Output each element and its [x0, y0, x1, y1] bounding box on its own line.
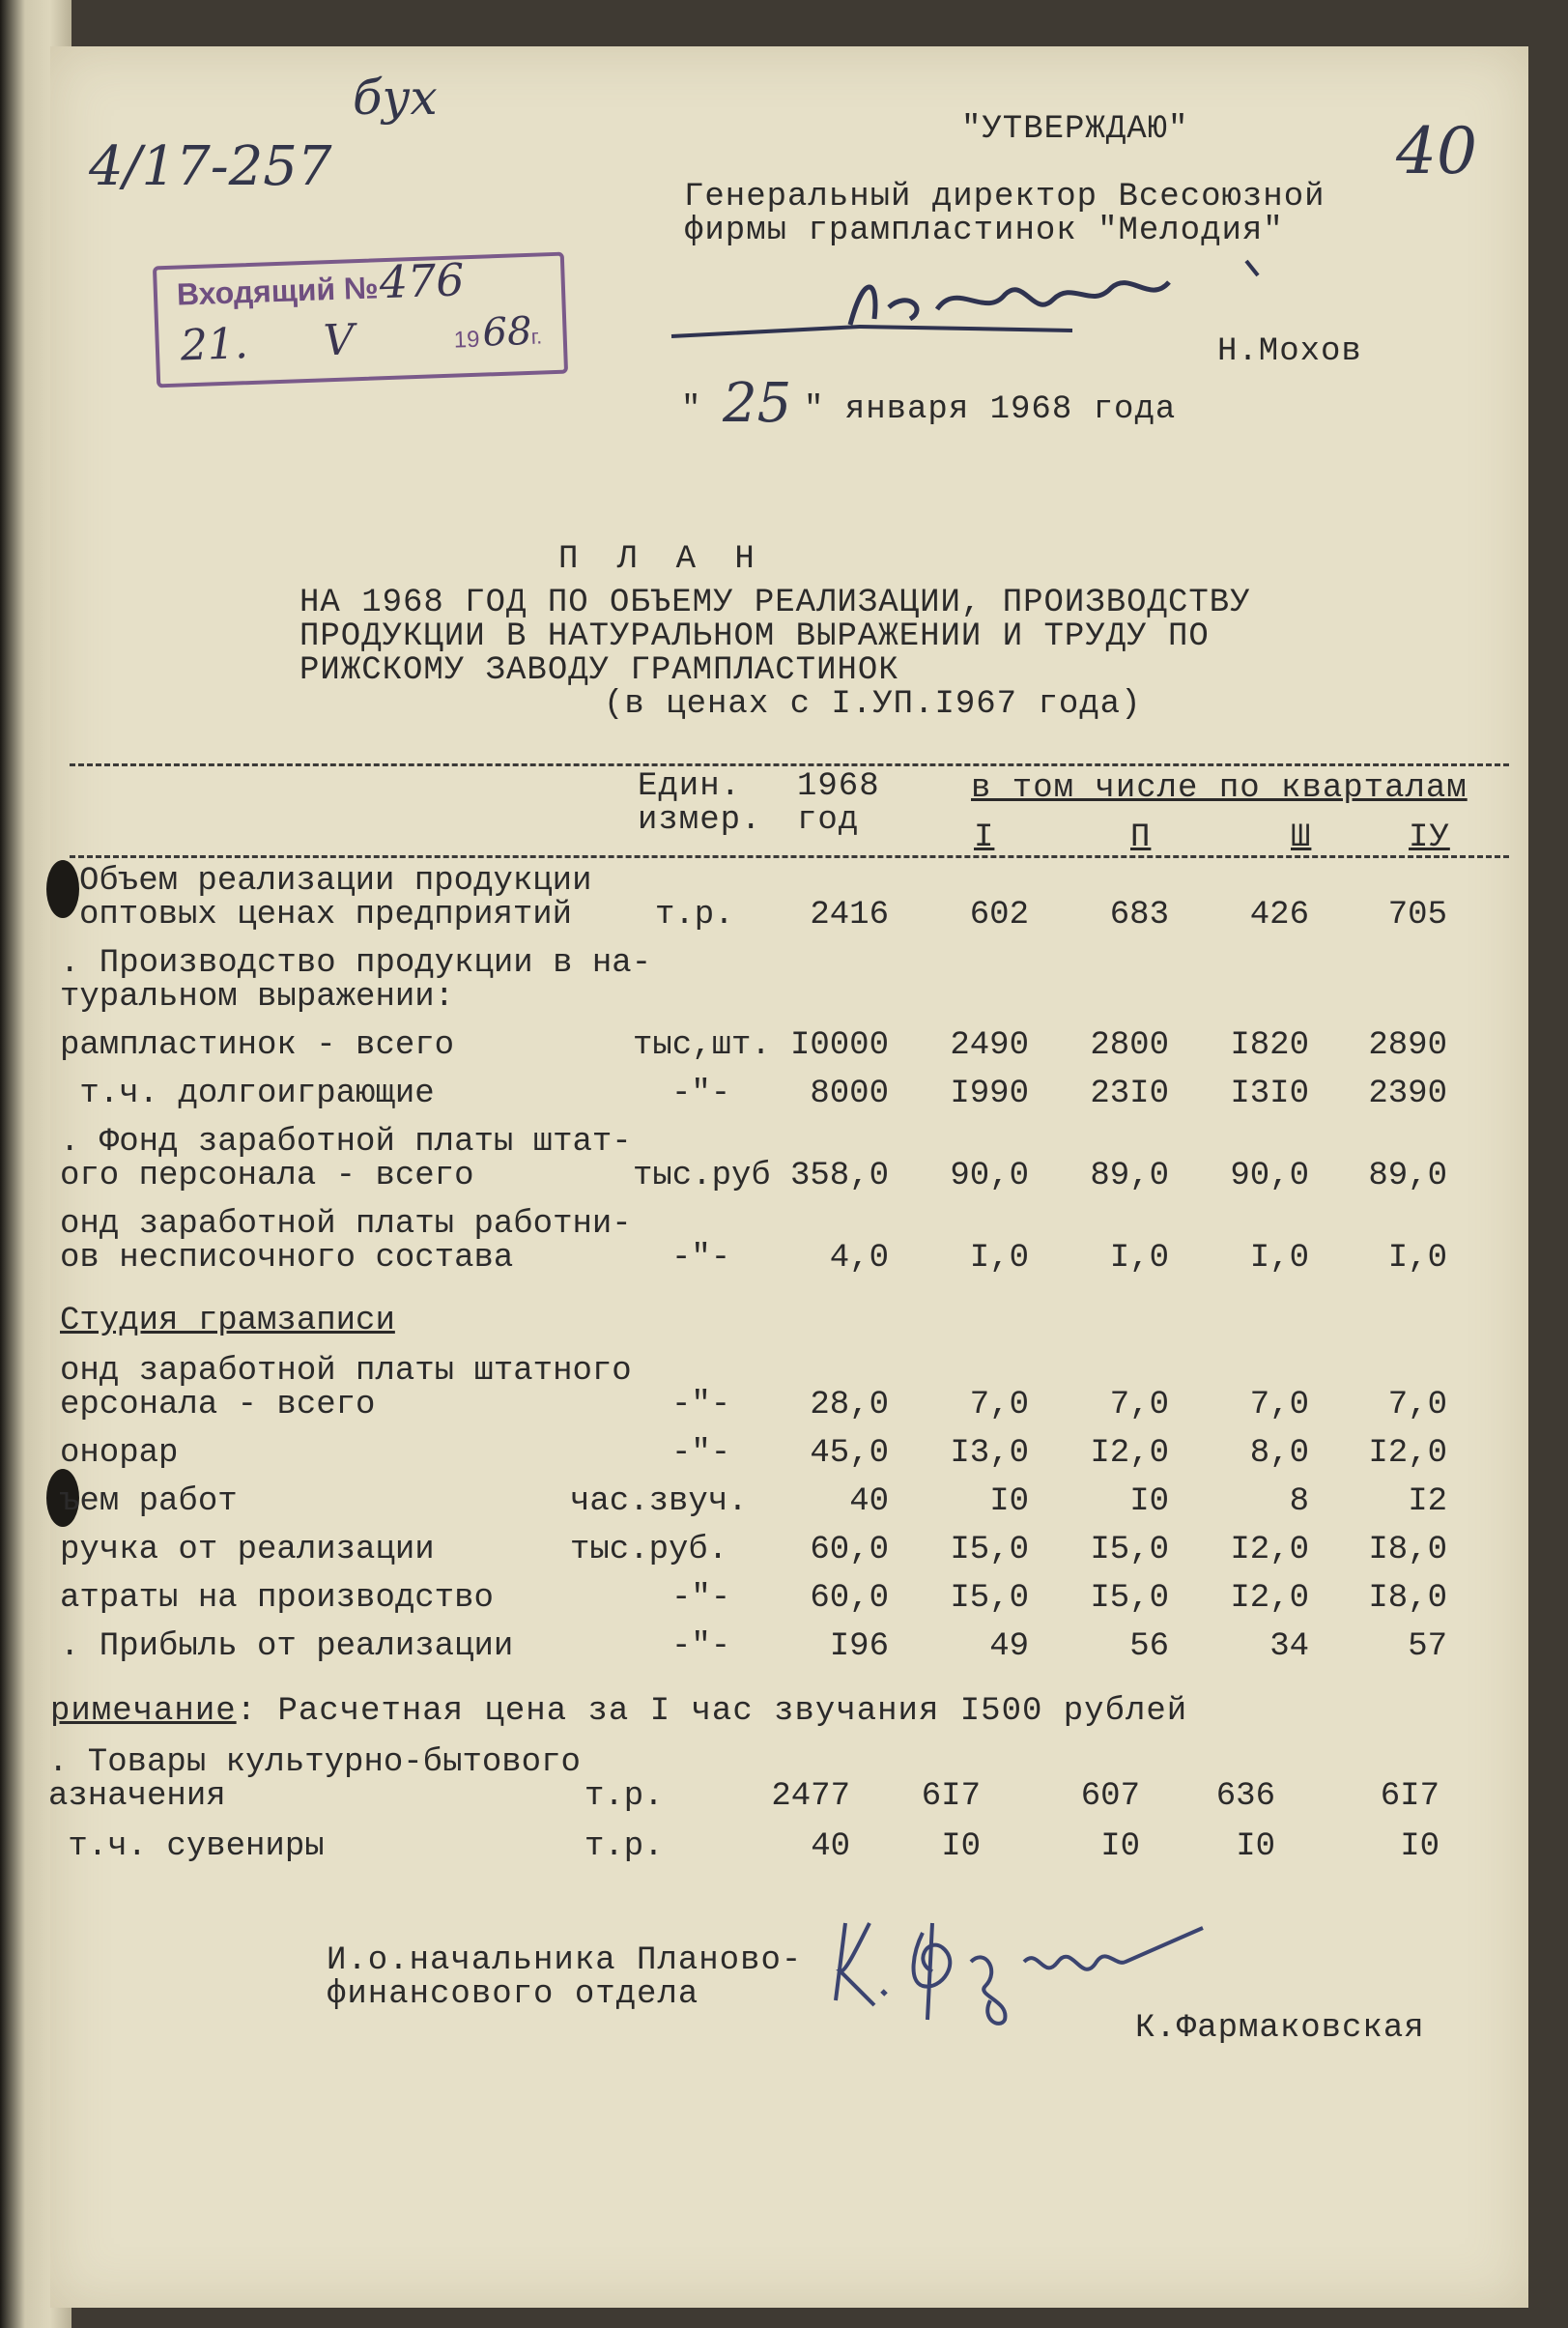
approval-line-1: Генеральный директор Всесоюзной [684, 179, 1326, 216]
cell-q1: 2490 [950, 1027, 1029, 1064]
table-row [0, 1435, 1568, 1474]
cell-q3: 8 [1289, 1483, 1309, 1520]
row-label: т.ч. сувениры [48, 1828, 325, 1865]
row-label: ов несписочного состава [60, 1240, 514, 1277]
cell-q1: I3,0 [950, 1435, 1029, 1472]
cell-q3: I820 [1230, 1027, 1309, 1064]
row-label: онорар [60, 1435, 179, 1472]
row-label: . Товары культурно-бытового [48, 1744, 581, 1781]
cell-q1: I0 [989, 1483, 1029, 1520]
table-row [0, 1828, 1568, 1867]
cell-year: 40 [849, 1483, 889, 1520]
stamp-month: V [322, 315, 356, 366]
stamp-number: 476 [378, 253, 466, 309]
cell-unit: т.р. [584, 1778, 664, 1815]
cell-q2: 23I0 [1090, 1076, 1169, 1112]
cell-year: 45,0 [810, 1435, 889, 1472]
header-unit-2: измер. [638, 802, 762, 839]
table-row [0, 1580, 1568, 1619]
table-row [0, 1027, 1568, 1066]
cell-year: 4,0 [829, 1240, 889, 1277]
table-row [0, 863, 1568, 902]
header-unit-1: Един. [638, 768, 742, 805]
cell-q2: I2,0 [1090, 1435, 1169, 1472]
cell-q4: 2390 [1368, 1076, 1447, 1112]
cell-q2: 56 [1129, 1628, 1169, 1665]
note-label: римечание [50, 1693, 237, 1730]
table-row [0, 1076, 1568, 1114]
cell-unit: -"- [671, 1435, 731, 1472]
cell-unit: -"- [671, 1628, 731, 1665]
table-header-rule [70, 855, 1509, 858]
header-quarters-label: в том числе по кварталам [971, 770, 1468, 807]
cell-q4: I,0 [1387, 1240, 1447, 1277]
row-label: онд заработной платы работни- [60, 1206, 632, 1243]
table-row [0, 1387, 1568, 1425]
cell-q4: I2 [1408, 1483, 1447, 1520]
cell-unit: -"- [671, 1076, 731, 1112]
table-row [0, 897, 1568, 935]
cell-q4: I8,0 [1368, 1580, 1447, 1617]
cell-q4: 57 [1408, 1628, 1447, 1665]
cell-unit: час.звуч. [570, 1483, 748, 1520]
table-row [0, 1628, 1568, 1667]
table-row [0, 1240, 1568, 1279]
approval-date-day: 25 [723, 372, 792, 435]
table-row [0, 1744, 1568, 1783]
cell-q2: 7,0 [1109, 1387, 1169, 1423]
cell-year: 2416 [810, 897, 889, 934]
cell-year: 60,0 [810, 1580, 889, 1617]
stamp-year-prefix: 19 [453, 326, 480, 354]
director-signature [667, 251, 1285, 358]
row-label: т.ч. долгоиграющие [60, 1076, 435, 1112]
stamp-year: 68 [481, 308, 533, 356]
header-q4: IУ [1409, 819, 1450, 856]
cell-year: 358,0 [789, 1158, 889, 1194]
cell-q1: 7,0 [969, 1387, 1029, 1423]
cell-year: I96 [829, 1628, 889, 1665]
cell-q2: I,0 [1109, 1240, 1169, 1277]
cell-q2: I0 [1100, 1828, 1140, 1865]
table-row [0, 1483, 1568, 1522]
table-row [0, 1124, 1568, 1163]
table-row [0, 979, 1568, 1018]
approval-date-open: " [681, 391, 702, 428]
cell-unit: -"- [671, 1387, 731, 1423]
cell-unit: -"- [671, 1580, 731, 1617]
approval-heading: "УТВЕРЖДАЮ" [961, 111, 1189, 148]
handwritten-reference: 4/17-257 [89, 135, 332, 198]
cell-q4: 7,0 [1387, 1387, 1447, 1423]
cell-q3: 90,0 [1230, 1158, 1309, 1194]
row-label: туральном выражении: [60, 979, 455, 1016]
cell-year: 8000 [810, 1076, 889, 1112]
department-head-signature [816, 1894, 1222, 2029]
cell-year: 40 [811, 1828, 850, 1865]
cell-q2: 2800 [1090, 1027, 1169, 1064]
stamp-suffix: г. [530, 324, 543, 349]
row-label: . Фонд заработной платы штат- [60, 1124, 632, 1161]
table-row [0, 1158, 1568, 1196]
header-q2: П [1130, 819, 1152, 856]
cell-year: 28,0 [810, 1387, 889, 1423]
cell-q4: I0 [1400, 1828, 1440, 1865]
table-row [0, 1303, 1568, 1341]
cell-q3: 34 [1269, 1628, 1309, 1665]
cell-year: I0000 [789, 1027, 889, 1064]
header-q3: Ш [1291, 819, 1312, 856]
plan-title: П Л А Н [558, 541, 764, 578]
row-label: рампластинок - всего [60, 1027, 455, 1064]
cell-unit: -"- [671, 1240, 731, 1277]
table-top-rule [70, 763, 1509, 766]
stamp-title: Входящий № [176, 270, 380, 312]
row-label: ъем работ [60, 1483, 238, 1520]
plan-subtitle-1: НА 1968 ГОД ПО ОБЪЕМУ РЕАЛИЗАЦИИ, ПРОИЗВОДСТВУ [299, 585, 1251, 621]
row-label: ручка от реализации [60, 1532, 435, 1568]
cell-unit: тыс.руб [633, 1158, 771, 1194]
header-q1: I [974, 819, 995, 856]
cell-unit: тыс.руб. [570, 1532, 728, 1568]
header-year-2: год [797, 802, 860, 839]
table-row [0, 1353, 1568, 1392]
table-row [0, 1532, 1568, 1570]
approval-line-2: фирмы грампластинок "Мелодия" [684, 213, 1284, 249]
row-label: . Прибыль от реализации [60, 1628, 514, 1665]
cell-q1: 6I7 [921, 1778, 981, 1815]
cell-unit: т.р. [655, 897, 734, 934]
cell-q4: 6I7 [1380, 1778, 1440, 1815]
cell-year: 60,0 [810, 1532, 889, 1568]
cell-q2: 607 [1080, 1778, 1140, 1815]
handwritten-dept: бух [353, 70, 438, 126]
cell-q4: I2,0 [1368, 1435, 1447, 1472]
cell-q3: I2,0 [1230, 1580, 1309, 1617]
plan-subtitle-3: РИЖСКОМУ ЗАВОДУ ГРАМПЛАСТИНОК [299, 652, 899, 689]
footer-name: К.Фармаковская [1135, 2010, 1425, 2047]
cell-q2: I5,0 [1090, 1532, 1169, 1568]
cell-q1: 49 [989, 1628, 1029, 1665]
cell-q3: I2,0 [1230, 1532, 1309, 1568]
cell-q4: 705 [1387, 897, 1447, 934]
plan-price-basis: (в ценах с I.УП.I967 года) [604, 686, 1142, 723]
row-label: Студия грамзаписи [60, 1303, 395, 1339]
handwritten-page-number: 40 [1396, 114, 1477, 188]
cell-q4: I8,0 [1368, 1532, 1447, 1568]
cell-q3: I3I0 [1230, 1076, 1309, 1112]
row-label: онд заработной платы штатного [60, 1353, 632, 1390]
row-label: Объем реализации продукции [79, 863, 592, 900]
cell-unit: тыс,шт. [633, 1027, 771, 1064]
note [50, 1693, 1187, 1730]
cell-q1: I5,0 [950, 1532, 1029, 1568]
cell-q3: I0 [1236, 1828, 1275, 1865]
approval-date-rest: " января 1968 года [804, 391, 1177, 428]
cell-q1: I990 [950, 1076, 1029, 1112]
cell-q1: 90,0 [950, 1158, 1029, 1194]
table-row [0, 945, 1568, 984]
note-text: : Расчетная цена за I час звучания I500 рублей [236, 1693, 1188, 1730]
cell-q1: 602 [969, 897, 1029, 934]
cell-unit: т.р. [584, 1828, 664, 1865]
header-year-1: 1968 [797, 768, 880, 805]
cell-q1: I5,0 [950, 1580, 1029, 1617]
incoming-stamp [153, 252, 568, 388]
cell-year: 2477 [771, 1778, 850, 1815]
row-label: ого персонала - всего [60, 1158, 474, 1194]
cell-q3: 7,0 [1249, 1387, 1309, 1423]
table-row [0, 1206, 1568, 1245]
row-label: ерсонала - всего [60, 1387, 376, 1423]
cell-q3: 636 [1215, 1778, 1275, 1815]
table-row [0, 1778, 1568, 1817]
cell-q2: I5,0 [1090, 1580, 1169, 1617]
footer-role-1: И.о.начальника Планово- [327, 1942, 803, 1979]
cell-q3: 426 [1249, 897, 1309, 934]
cell-q3: I,0 [1249, 1240, 1309, 1277]
cell-q2: 89,0 [1090, 1158, 1169, 1194]
row-label: . Производство продукции в на- [60, 945, 652, 982]
stamp-day: 21. [179, 319, 249, 371]
plan-subtitle-2: ПРОДУКЦИИ В НАТУРАЛЬНОМ ВЫРАЖЕНИИ И ТРУДУ ПО [299, 618, 1210, 655]
approval-signer: Н.Мохов [1217, 333, 1362, 370]
footer-role-2: финансового отдела [327, 1976, 699, 2013]
cell-q2: 683 [1109, 897, 1169, 934]
cell-q4: 2890 [1368, 1027, 1447, 1064]
cell-q3: 8,0 [1249, 1435, 1309, 1472]
cell-q1: I0 [941, 1828, 981, 1865]
cell-q2: I0 [1129, 1483, 1169, 1520]
row-label: атраты на производство [60, 1580, 494, 1617]
cell-q4: 89,0 [1368, 1158, 1447, 1194]
row-label: азначения [48, 1778, 226, 1815]
cell-q1: I,0 [969, 1240, 1029, 1277]
row-label: оптовых ценах предприятий [79, 897, 573, 934]
